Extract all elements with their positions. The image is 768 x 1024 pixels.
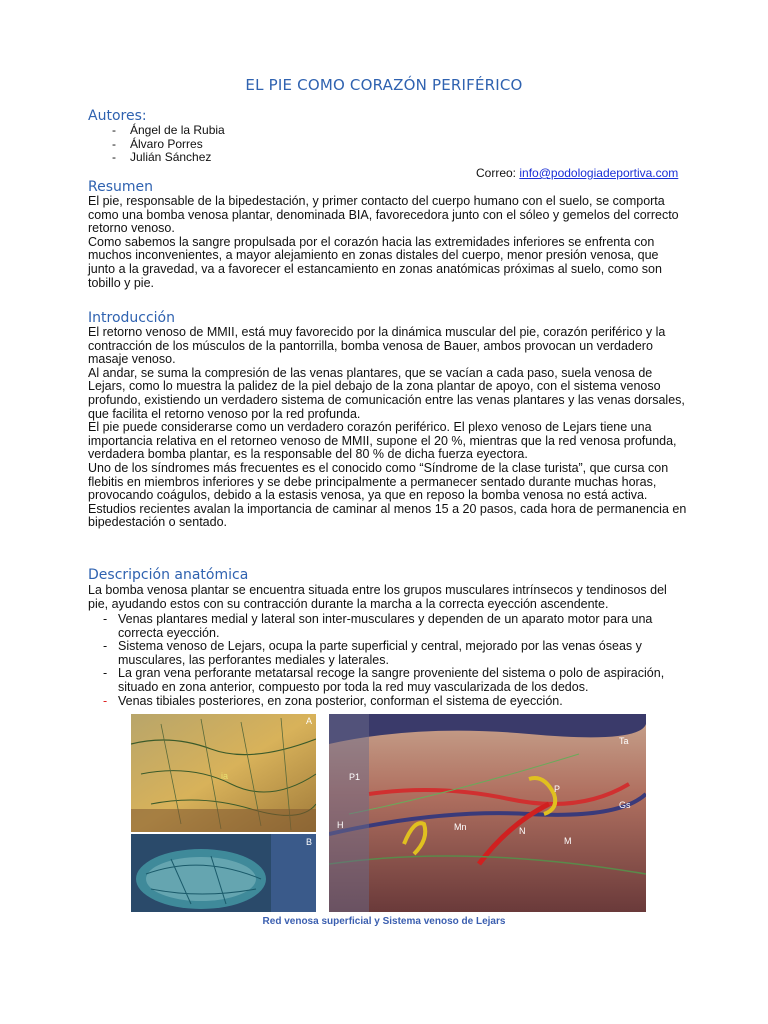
label-mn: Mn [454, 822, 467, 832]
list-item: - Venas plantares medial y lateral son inter-musculares y dependen de un aparato motor para una correcta eyección. [103, 613, 693, 640]
authors-heading: Autores: [88, 108, 147, 124]
descripcion-heading: Descripción anatómica [88, 567, 249, 583]
panel-a-label: A [305, 716, 312, 726]
label-ia: ia [221, 771, 229, 781]
resumen-heading: Resumen [88, 179, 154, 195]
anatomy-figure [131, 714, 646, 912]
paragraph: El retorno venoso de MMII, está muy favorecido por la dinámica muscular del pie, corazón periférico y la contracción de los músculos de la pantorrilla, bomba venosa de Bauer, ambos provocan un verdadero masaje venoso. [88, 325, 666, 367]
label-gs: Gs [619, 800, 631, 810]
email-link[interactable]: info@podologiadeportiva.com [519, 166, 679, 180]
photo-panel-b [131, 834, 316, 912]
paragraph: Uno de los síndromes más frecuentes es el conocido como “Síndrome de la clase turista”, que cursa con flebitis en miembros inferiores y se debe principalmente a permanecer sentado durante muchas horas, provocando coágulos, debido a la estasis venosa, ya que en reposo la bomba venosa no está activa. [88, 460, 669, 503]
foot-veins-photo-b [131, 834, 316, 912]
list-item: - La gran vena perforante metatarsal recoge la sangre proveniente del sistema o polo de aspiración, situado en zona anterior, compuesto por toda la red muy vascularizada de los dedos. [103, 667, 693, 694]
label-n: N [519, 826, 526, 836]
dissection-photo [329, 714, 646, 912]
introduccion-heading: Introducción [88, 310, 175, 326]
author-item: - Ángel de la Rubia [112, 124, 225, 138]
resumen-body [88, 195, 688, 290]
figure-caption: Red venosa superficial y Sistema venoso de Lejars [262, 916, 506, 927]
paragraph: El pie puede considerarse como un verdadero corazón periférico. El plexo venoso de Lejars tiene una importancia relativa en el retorneo venoso de MMII, supone el 20 %, mientras que la red venosa profunda, verdadera bomba plantar, es la responsable del 80 % de dicha fuerza eyectora. [88, 420, 677, 462]
email-label: Correo: [476, 166, 520, 180]
label-p: P [554, 784, 561, 794]
email-line [476, 166, 678, 180]
document-title: EL PIE COMO CORAZÓN PERIFÉRICO [245, 76, 523, 94]
descripcion-intro: La bomba venosa plantar se encuentra situada entre los grupos musculares intrínsecos y tendinosos del pie, ayudando estos con su contracción durante la marcha a la correcta eyección ascendente. [88, 583, 667, 611]
photo-panel-main [329, 714, 646, 912]
photo-panel-a [131, 714, 316, 832]
panel-b-label: B [305, 837, 312, 847]
author-item: - Julián Sánchez [112, 151, 225, 165]
paragraph: Al andar, se suma la compresión de las venas plantares, que se vacían a cada paso, suela venosa de Lejars, como lo muestra la palidez de la piel debajo de la zona plantar de apoyo, con el sistema venoso profundo, existiendo un verdadero sistema de comunicación entre las venas plantares y las venas dorsales, que facilita el retorno venoso por la red profunda. [88, 365, 685, 421]
label-p1: P1 [349, 772, 361, 782]
author-item: - Álvaro Porres [112, 138, 225, 152]
list-item: - Sistema venoso de Lejars, ocupa la parte superficial y central, mejorado por las venas óseas y musculares, las perforantes mediales y laterales. [103, 640, 693, 667]
introduccion-body [88, 326, 688, 530]
paragraph: Estudios recientes avalan la importancia de caminar al menos 15 a 20 pasos, cada hora de permanencia en bipedestación o sentado. [88, 501, 687, 530]
list-item: - Venas tibiales posteriores, en zona posterior, conforman el sistema de eyección. [103, 695, 693, 709]
label-m: M [564, 836, 572, 846]
label-ta: Ta [619, 736, 629, 746]
paragraph: El pie, responsable de la bipedestación, y primer contacto del cuerpo humano con el suelo, se comporta como una bomba venosa plantar, denominada BIA, favorecedora junto con el sóleo y gemelos del correcto retorno venoso. [88, 194, 679, 236]
label-h: H [337, 820, 344, 830]
paragraph: Como sabemos la sangre propulsada por el corazón hacia las extremidades inferiores se enfrenta con muchos inconvenientes, a mayor alejamiento en zonas distales del cuerpo, menor presión venosa, que junto a la gravedad, va a favorecer el estancamiento en zonas anatómicas próximas al suelo, como son tobillo y pie. [88, 234, 662, 290]
descripcion-bullets [103, 613, 693, 708]
authors-list [112, 124, 225, 165]
